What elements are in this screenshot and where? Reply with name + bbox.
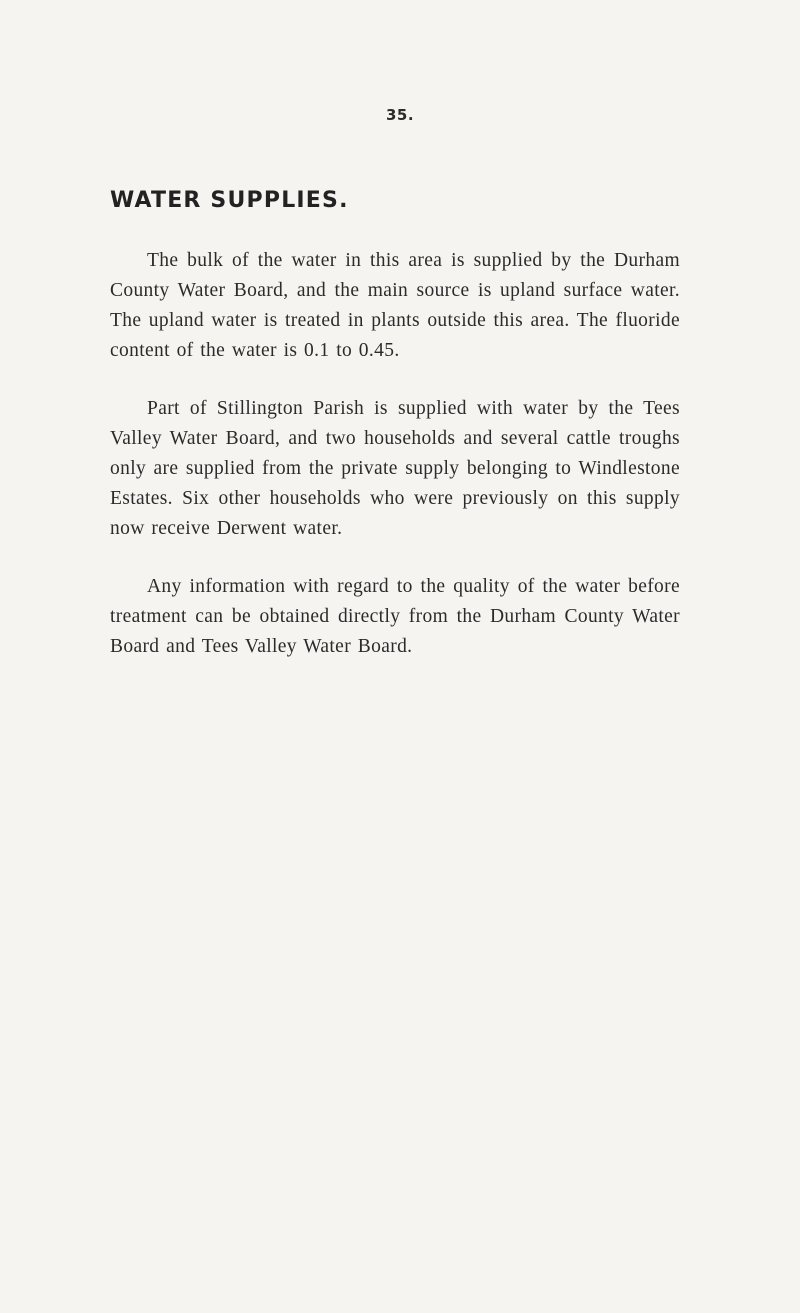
page-number: 35. bbox=[385, 106, 415, 124]
paragraph-stillington-supply: Part of Stillington Parish is supplied with water by the Tees Valley Water Board, and two households and several cattle troughs only are supplied from the private supply belonging to Windlestone Estates. Six other households who were previously on this supply now receive Derwent water. bbox=[110, 398, 680, 539]
page-title: WATER SUPPLIES. bbox=[110, 188, 349, 213]
body-text bbox=[110, 246, 680, 690]
paragraph-durham-supply: The bulk of the water in this area is supplied by the Durham County Water Board, and the main source is upland surface water. The upland water is treated in plants outside this area. The fluoride content of the water is 0.1 to 0.45. bbox=[110, 250, 680, 361]
paragraph-quality-information: Any information with regard to the quality of the water before treatment can be obtained directly from the Durham County Water Board and Tees Valley Water Board. bbox=[110, 576, 680, 657]
